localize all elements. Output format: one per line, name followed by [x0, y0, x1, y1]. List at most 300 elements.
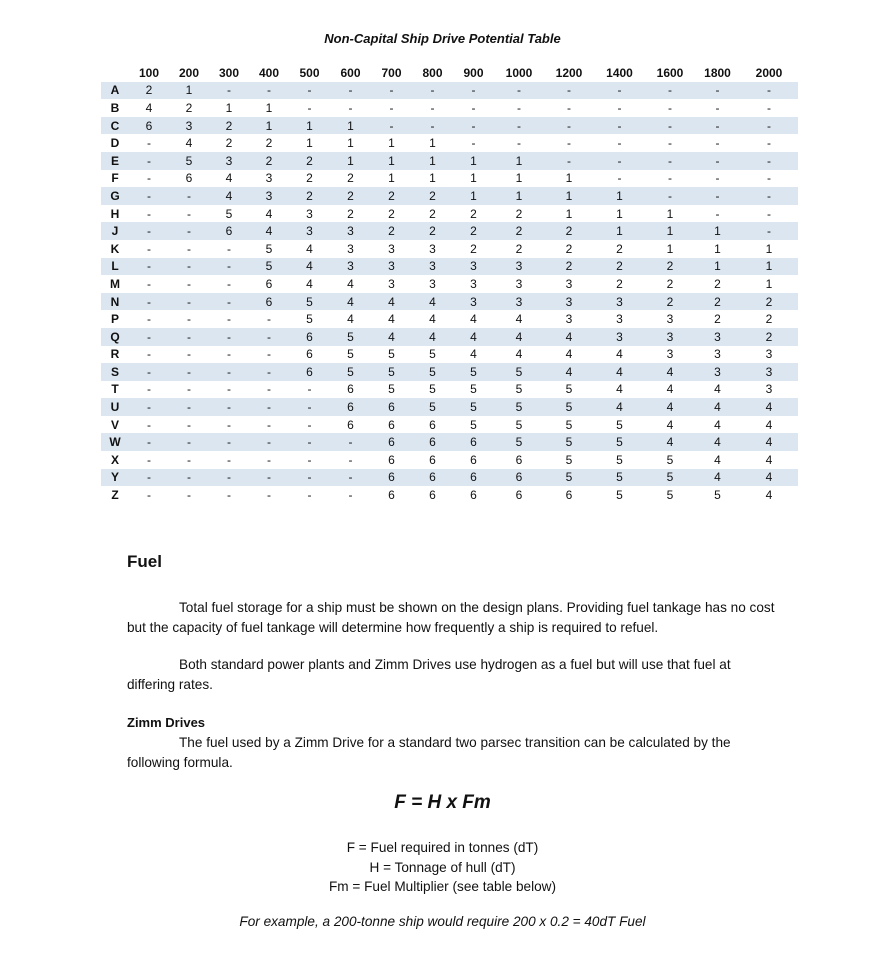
table-cell: -: [767, 136, 771, 151]
table-cell: -: [594, 117, 645, 135]
table-cell: 5: [616, 452, 623, 467]
table-cell: -: [147, 382, 151, 397]
table-cell: -: [267, 382, 271, 397]
table-cell: 3: [714, 347, 721, 362]
fuel-heading: Fuel: [127, 552, 162, 571]
table-cell: -: [227, 276, 231, 291]
table-cell: -: [307, 417, 312, 432]
table-cell: 6: [412, 469, 453, 487]
table-cell: -: [617, 100, 622, 115]
table-cell: -: [249, 328, 289, 346]
table-cell: 5: [429, 347, 436, 362]
table-cell: 4: [209, 187, 249, 205]
table-cell: 4: [695, 469, 740, 487]
table-cell: 5: [515, 382, 523, 397]
table-cell: -: [307, 382, 312, 397]
table-cell: 3: [388, 276, 395, 291]
table-cell: 3: [470, 276, 477, 291]
table-cell: -: [209, 363, 249, 381]
table-cell: -: [147, 241, 151, 256]
table-cell: 1: [494, 152, 544, 170]
table-cell: -: [544, 117, 594, 135]
row-label: P: [110, 312, 119, 327]
table-cell: -: [645, 117, 695, 135]
table-cell: 4: [666, 417, 674, 432]
table-cell: -: [267, 452, 271, 467]
table-row: [101, 451, 798, 469]
table-cell: 5: [544, 469, 594, 487]
table-cell: 3: [306, 206, 313, 221]
table-cell: 6: [429, 417, 436, 432]
table-cell: -: [517, 100, 521, 115]
row-label: M: [110, 276, 120, 291]
table-cell: 3: [249, 187, 289, 205]
table-cell: 1: [565, 171, 573, 186]
table-row: [101, 469, 798, 487]
table-cell: -: [147, 452, 151, 467]
table-cell: -: [767, 206, 771, 221]
table-cell: 5: [565, 382, 573, 397]
table-cell: 5: [289, 293, 330, 311]
table-cell: 3: [740, 363, 798, 381]
table-cell: -: [169, 398, 209, 416]
row-label: A: [101, 82, 129, 100]
table-cell: -: [412, 117, 453, 135]
table-cell: -: [169, 187, 209, 205]
table-row: [101, 205, 798, 223]
table-cell: -: [453, 82, 494, 100]
table-cell: -: [767, 171, 771, 186]
table-cell: 2: [249, 152, 289, 170]
table-cell: 5: [388, 347, 395, 362]
col-header: 1000: [505, 65, 533, 80]
table-cell: 3: [594, 293, 645, 311]
formula-definitions: [0, 838, 885, 897]
table-cell: -: [209, 258, 249, 276]
table-cell: 6: [412, 433, 453, 451]
table-cell: 5: [371, 363, 412, 381]
table-cell: -: [169, 293, 209, 311]
table-cell: 6: [565, 488, 573, 503]
table-cell: 2: [470, 241, 477, 256]
table-cell: 2: [714, 312, 721, 327]
table-cell: -: [169, 433, 209, 451]
table-cell: 1: [666, 206, 674, 221]
table-cell: 2: [347, 206, 354, 221]
table-cell: 3: [616, 312, 623, 327]
table-cell: 5: [544, 398, 594, 416]
table-cell: 5: [645, 469, 695, 487]
table-cell: 5: [494, 398, 544, 416]
table-cell: 6: [429, 488, 436, 503]
table-cell: -: [668, 171, 672, 186]
table-cell: 6: [515, 488, 523, 503]
row-label: V: [110, 417, 119, 432]
table-cell: -: [567, 100, 571, 115]
row-label: K: [110, 241, 120, 256]
table-cell: -: [187, 488, 191, 503]
table-cell: 2: [265, 136, 273, 151]
table-cell: 6: [185, 171, 193, 186]
table-cell: -: [307, 452, 312, 467]
table-cell: -: [129, 187, 169, 205]
table-cell: -: [187, 382, 191, 397]
table-cell: -: [227, 382, 231, 397]
table-cell: -: [129, 328, 169, 346]
table-row: [101, 187, 798, 205]
table-cell: -: [267, 347, 271, 362]
table-cell: 4: [544, 328, 594, 346]
table-cell: 2: [544, 222, 594, 240]
table-cell: 6: [453, 469, 494, 487]
table-cell: -: [740, 117, 798, 135]
table-cell: 4: [249, 222, 289, 240]
table-cell: 4: [289, 258, 330, 276]
table-cell: 5: [453, 363, 494, 381]
table-cell: 2: [666, 276, 674, 291]
table-cell: -: [169, 258, 209, 276]
table-cell: 2: [544, 258, 594, 276]
table-cell: 5: [330, 363, 371, 381]
table-row: [101, 416, 798, 434]
table-row: [101, 117, 798, 135]
table-cell: -: [129, 293, 169, 311]
table-row: [101, 293, 798, 311]
table-cell: 2: [412, 222, 453, 240]
table-cell: 1: [453, 187, 494, 205]
table-cell: 4: [544, 363, 594, 381]
table-cell: 5: [412, 363, 453, 381]
table-cell: -: [695, 82, 740, 100]
table-cell: 4: [765, 488, 773, 503]
table-cell: 3: [169, 117, 209, 135]
table-cell: 4: [145, 100, 153, 115]
fuel-paragraph-1-text: Total fuel storage for a ship must be shown on the design plans. Providing fuel tankage has no cost but the capacity of fuel tankage will determine how frequently a ship is required to refuel.: [127, 600, 775, 635]
table-cell: 2: [453, 222, 494, 240]
table-cell: 4: [594, 363, 645, 381]
table-cell: -: [767, 100, 771, 115]
table-row: [101, 240, 798, 258]
table-cell: 2: [429, 206, 436, 221]
table-cell: 3: [289, 222, 330, 240]
table-row: [101, 134, 798, 152]
table-row: [101, 152, 798, 170]
table-cell: -: [715, 100, 720, 115]
table-cell: 1: [565, 206, 573, 221]
col-header: 1400: [606, 65, 633, 80]
table-cell: 2: [330, 187, 371, 205]
table-cell: 2: [371, 222, 412, 240]
table-cell: 3: [565, 276, 573, 291]
table-cell: 2: [616, 276, 623, 291]
table-cell: -: [227, 452, 231, 467]
table-row: [101, 328, 798, 346]
col-header: 200: [178, 65, 200, 80]
row-label: D: [110, 136, 120, 151]
table-cell: 3: [666, 347, 674, 362]
table-cell: -: [348, 488, 353, 503]
table-cell: -: [249, 82, 289, 100]
table-cell: -: [227, 241, 231, 256]
table-cell: -: [147, 488, 151, 503]
table-cell: -: [267, 488, 271, 503]
table-cell: 1: [470, 171, 477, 186]
table-cell: -: [740, 82, 798, 100]
table-header-row: [101, 64, 798, 82]
table-cell: -: [289, 469, 330, 487]
table-cell: 4: [695, 398, 740, 416]
table-cell: 6: [347, 417, 354, 432]
table-cell: 4: [515, 347, 523, 362]
table-cell: -: [567, 136, 571, 151]
table-cell: -: [249, 469, 289, 487]
table-row: [101, 486, 798, 504]
table-cell: 3: [330, 222, 371, 240]
table-cell: -: [147, 276, 151, 291]
table-cell: -: [187, 206, 191, 221]
table-cell: 3: [494, 293, 544, 311]
table-cell: 3: [565, 312, 573, 327]
table-cell: 6: [289, 328, 330, 346]
table-cell: 4: [645, 363, 695, 381]
table-cell: 2: [129, 82, 169, 100]
table-cell: 5: [347, 347, 354, 362]
table-cell: -: [645, 187, 695, 205]
table-cell: -: [129, 222, 169, 240]
table-cell: 4: [306, 241, 313, 256]
table-cell: -: [289, 82, 330, 100]
table-cell: 3: [544, 293, 594, 311]
table-cell: -: [715, 206, 720, 221]
row-label: F: [111, 171, 119, 186]
table-row: [101, 275, 798, 293]
table-cell: 1: [765, 241, 773, 256]
table-cell: 1: [330, 117, 371, 135]
table-cell: 6: [209, 222, 249, 240]
table-cell: 3: [765, 347, 773, 362]
row-label: N: [101, 293, 129, 311]
table-cell: 2: [306, 171, 313, 186]
table-cell: 2: [185, 100, 193, 115]
table-cell: -: [494, 82, 544, 100]
table-cell: -: [544, 82, 594, 100]
table-cell: -: [594, 152, 645, 170]
table-row: [101, 258, 798, 276]
table-cell: 1: [666, 241, 674, 256]
table-cell: 4: [616, 382, 623, 397]
row-label: G: [101, 187, 129, 205]
table-cell: 5: [565, 452, 573, 467]
table-cell: -: [209, 433, 249, 451]
table-cell: 3: [666, 312, 674, 327]
col-header: 1600: [656, 65, 684, 80]
table-cell: 4: [740, 469, 798, 487]
table-cell: 2: [225, 136, 233, 151]
col-header: 900: [463, 65, 484, 80]
table-cell: 6: [388, 417, 395, 432]
table-cell: 3: [494, 258, 544, 276]
table-cell: -: [348, 100, 353, 115]
row-label: Q: [101, 328, 129, 346]
table-cell: -: [169, 222, 209, 240]
table-cell: -: [227, 488, 231, 503]
col-header: 1200: [555, 65, 583, 80]
table-cell: -: [330, 433, 371, 451]
table-cell: 4: [695, 433, 740, 451]
definition-fm: Fm = Fuel Multiplier (see table below): [328, 879, 557, 894]
fuel-paragraph-2: [127, 655, 777, 695]
drive-potential-table: [101, 64, 798, 504]
table-cell: 3: [371, 258, 412, 276]
table-cell: 1: [371, 152, 412, 170]
table-row: [101, 433, 798, 451]
table-cell: 5: [470, 382, 477, 397]
table-cell: -: [371, 117, 412, 135]
table-cell: 1: [494, 187, 544, 205]
table-cell: 5: [594, 433, 645, 451]
table-cell: 6: [429, 452, 436, 467]
table-title: Non-Capital Ship Drive Potential Table: [324, 31, 561, 46]
table-cell: 1: [616, 206, 623, 221]
table-cell: 2: [388, 206, 395, 221]
table-cell: -: [209, 328, 249, 346]
table-cell: 1: [347, 136, 354, 151]
table-cell: 5: [388, 382, 395, 397]
table-row: [101, 398, 798, 416]
table-cell: -: [668, 136, 672, 151]
table-cell: 4: [565, 347, 573, 362]
table-cell: 4: [470, 347, 477, 362]
table-cell: -: [129, 398, 169, 416]
table-cell: 3: [765, 382, 773, 397]
table-cell: -: [330, 82, 371, 100]
table-cell: -: [307, 100, 312, 115]
fuel-paragraph-2-text: Both standard power plants and Zimm Drives use hydrogen as a fuel but will use that fuel at differing rates.: [127, 657, 731, 692]
table-cell: 2: [695, 293, 740, 311]
table-cell: -: [412, 82, 453, 100]
table-cell: -: [187, 241, 191, 256]
table-cell: 6: [470, 452, 477, 467]
table-cell: -: [169, 328, 209, 346]
table-cell: -: [617, 171, 622, 186]
table-cell: 2: [616, 241, 623, 256]
table-cell: -: [129, 152, 169, 170]
table-cell: -: [249, 363, 289, 381]
row-label: X: [110, 452, 119, 467]
table-cell: -: [740, 152, 798, 170]
table-cell: -: [169, 469, 209, 487]
col-header: 1800: [704, 65, 731, 80]
table-cell: 6: [371, 469, 412, 487]
table-cell: -: [617, 136, 622, 151]
row-label: C: [101, 117, 129, 135]
table-cell: 1: [594, 222, 645, 240]
table-cell: 2: [515, 206, 523, 221]
table-cell: -: [249, 433, 289, 451]
row-label: B: [110, 100, 120, 115]
table-cell: 2: [645, 258, 695, 276]
table-cell: 6: [129, 117, 169, 135]
table-cell: 3: [347, 241, 354, 256]
table-cell: 2: [714, 276, 721, 291]
table-cell: 3: [515, 276, 523, 291]
table-cell: 5: [666, 452, 674, 467]
table-cell: 4: [388, 312, 395, 327]
table-row: [101, 99, 798, 117]
table-cell: 4: [740, 398, 798, 416]
col-header: 300: [218, 65, 240, 80]
table-cell: 4: [645, 433, 695, 451]
table-cell: 3: [265, 171, 273, 186]
table-row: [101, 346, 798, 364]
table-cell: -: [715, 171, 720, 186]
col-header: 500: [299, 65, 320, 80]
table-cell: 4: [453, 328, 494, 346]
table-cell: 1: [330, 152, 371, 170]
table-cell: 5: [515, 417, 523, 432]
table-cell: 4: [645, 398, 695, 416]
table-cell: 4: [740, 433, 798, 451]
table-cell: -: [187, 276, 191, 291]
table-cell: 5: [169, 152, 209, 170]
table-cell: 5: [714, 488, 721, 503]
table-cell: 4: [494, 328, 544, 346]
table-cell: 4: [371, 328, 412, 346]
table-cell: 4: [765, 452, 773, 467]
table-row: [101, 310, 798, 328]
table-cell: 4: [470, 312, 477, 327]
table-cell: -: [668, 100, 672, 115]
table-cell: 2: [565, 241, 573, 256]
corner-cell: [101, 64, 129, 82]
table-cell: 5: [565, 417, 573, 432]
table-cell: 1: [695, 258, 740, 276]
zimm-paragraph-text: The fuel used by a Zimm Drive for a standard two parsec transition can be calculated by the following formula.: [127, 735, 731, 770]
table-cell: 2: [347, 171, 354, 186]
table-cell: 5: [494, 433, 544, 451]
table-cell: 5: [594, 469, 645, 487]
table-row: [101, 363, 798, 381]
table-cell: -: [695, 187, 740, 205]
col-header: 400: [258, 65, 280, 80]
table-cell: -: [715, 136, 720, 151]
table-cell: 1: [225, 100, 233, 115]
table-cell: -: [348, 452, 353, 467]
table-cell: -: [209, 469, 249, 487]
table-cell: 1: [695, 222, 740, 240]
table-cell: 6: [306, 347, 313, 362]
table-cell: 3: [453, 293, 494, 311]
table-cell: 2: [594, 258, 645, 276]
table-cell: 2: [494, 222, 544, 240]
table-cell: -: [209, 82, 249, 100]
table-cell: 4: [330, 293, 371, 311]
table-cell: 6: [330, 398, 371, 416]
table-body: [101, 82, 798, 504]
table-cell: 1: [645, 222, 695, 240]
table-cell: 4: [265, 206, 273, 221]
table-cell: 1: [388, 171, 395, 186]
table-cell: 5: [494, 363, 544, 381]
table-cell: 6: [249, 293, 289, 311]
table-cell: -: [227, 347, 231, 362]
table-cell: 1: [265, 100, 273, 115]
table-cell: -: [129, 363, 169, 381]
table-cell: -: [169, 363, 209, 381]
table-cell: 5: [412, 398, 453, 416]
table-cell: 4: [594, 398, 645, 416]
table-cell: 1: [388, 136, 395, 151]
